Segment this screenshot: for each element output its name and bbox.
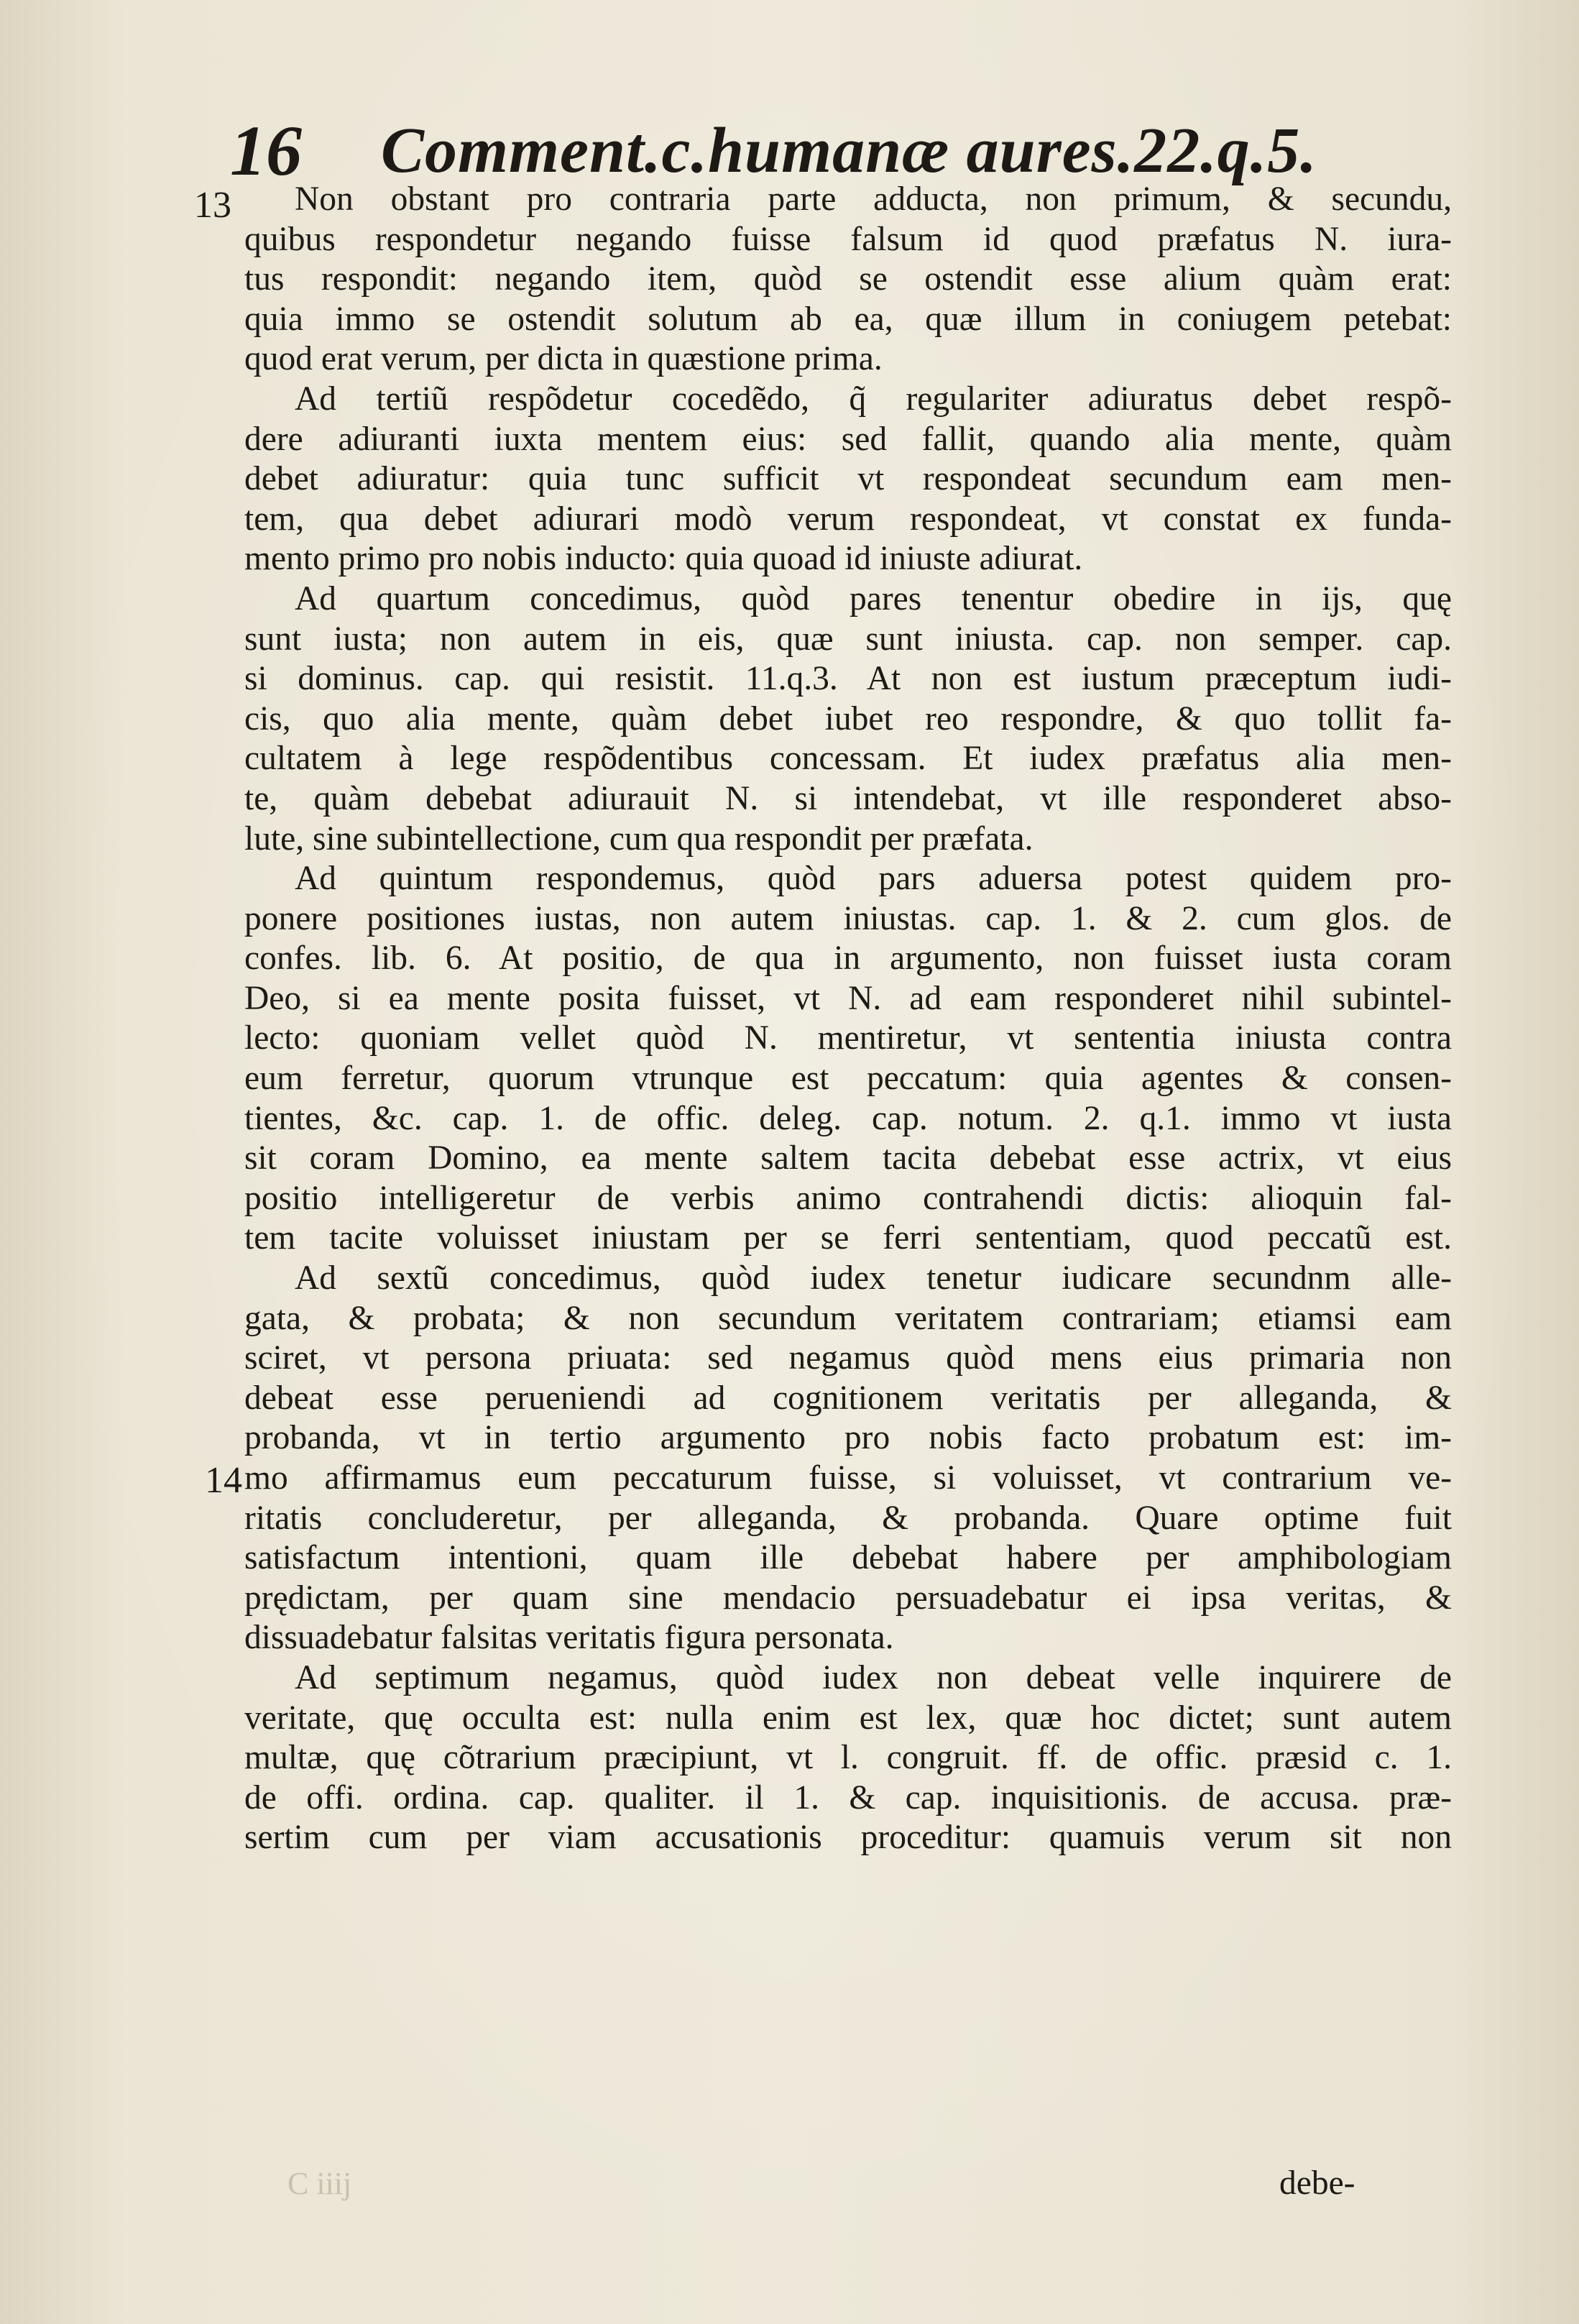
text-line: si dominus. cap. qui resistit. 11.q.3. At non est iustum præceptum iudi- <box>244 660 1452 698</box>
text-line: cultatem à lege respõdentibus concessam. Et iudex præfatus alia men- <box>244 740 1452 778</box>
text-line: sunt iusta; non autem in eis, quæ sunt iniusta. cap. non semper. cap. <box>244 620 1452 658</box>
text-line: cis, quo alia mente, quàm debet iubet reo respondre, & quo tollit fa- <box>244 699 1452 738</box>
section-number-13: 13 <box>194 185 231 226</box>
signature-mark: C iiij <box>287 2166 352 2201</box>
text-line: eum ferretur, quorum vtrunque est peccatum: quia agentes & consen- <box>244 1060 1452 1098</box>
text-line: dissuadebatur falsitas veritatis figura personata. <box>244 1619 894 1657</box>
text-line: ritatis concluderetur, per alleganda, & probanda. Quare optime fuit <box>244 1499 1452 1537</box>
text-line: Non obstant pro contraria parte adducta, non primum, & secundu, <box>295 180 1452 218</box>
text-line: Ad sextũ concedimus, quòd iudex tenetur iudicare secundnm alle- <box>295 1259 1452 1298</box>
text-line: quibus respondetur negando fuisse falsum id quod præfatus N. iura- <box>244 220 1452 258</box>
text-line: satisfactum intentioni, quam ille debebat habere per amphibologiam <box>244 1539 1452 1577</box>
text-line: debeat esse perueniendi ad cognitionem veritatis per alleganda, & <box>244 1379 1452 1417</box>
text-line: mento primo pro nobis inducto: quia quoad id iniuste adiurat. <box>244 540 1083 578</box>
text-line: Ad quintum respondemus, quòd pars aduersa potest quidem pro- <box>295 860 1452 898</box>
text-line: positio intelligeretur de verbis animo contrahendi dictis: alioquin fal- <box>244 1179 1452 1217</box>
text-line: tem, qua debet adiurari modò verum respondeat, vt constat ex funda- <box>244 500 1452 538</box>
text-line: debet adiuratur: quia tunc sufficit vt respondeat secundum eam men- <box>244 460 1452 498</box>
text-line: sertim cum per viam accusationis proceditur: quamuis verum sit non <box>244 1819 1452 1857</box>
text-line: veritate, quę occulta est: nulla enim est lex, quæ hoc dictet; sunt autem <box>244 1699 1452 1737</box>
text-line: mo affirmamus eum peccaturum fuisse, si voluisset, vt contrarium ve- <box>244 1459 1452 1497</box>
text-line: probanda, vt in tertio argumento pro nobis facto probatum est: im- <box>244 1419 1452 1457</box>
text-line: tientes, &c. cap. 1. de offic. deleg. cap. notum. 2. q.1. immo vt iusta <box>244 1099 1452 1137</box>
text-line: sciret, vt persona priuata: sed negamus quòd mens eius primaria non <box>244 1339 1452 1377</box>
section-number-14: 14 <box>205 1460 242 1501</box>
text-line: lute, sine subintellectione, cum qua respondit per præfata. <box>244 819 1034 858</box>
text-line: quod erat verum, per dicta in quæstione prima. <box>244 340 883 378</box>
catchword: debe- <box>1279 2164 1355 2202</box>
text-line: te, quàm debebat adiurauit N. si intendebat, vt ille responderet abso- <box>244 779 1452 817</box>
text-line: ponere positiones iustas, non autem iniustas. cap. 1. & 2. cum glos. de <box>244 899 1452 937</box>
text-line: confes. lib. 6. At positio, de qua in argumento, non fuisset iusta coram <box>244 940 1452 978</box>
text-line: Ad quartum concedimus, quòd pares tenentur obedire in ijs, quę <box>295 579 1452 617</box>
text-line: prędictam, per quam sine mendacio persuadebatur ei ipsa veritas, & <box>244 1579 1452 1617</box>
text-line: gata, & probata; & non secundum veritatem contrariam; etiamsi eam <box>244 1299 1452 1337</box>
body-text <box>244 180 1452 1858</box>
text-line: dere adiuranti iuxta mentem eius: sed fallit, quando alia mente, quàm <box>244 420 1452 458</box>
text-line: quia immo se ostendit solutum ab ea, quæ illum in coniugem petebat: <box>244 300 1452 338</box>
text-line: multæ, quę cõtrarium præcipiunt, vt l. congruit. ff. de offic. præsid c. 1. <box>244 1739 1452 1777</box>
text-line: de offi. ordina. cap. qualiter. il 1. & cap. inquisitionis. de accusa. præ- <box>244 1778 1452 1817</box>
folio-number: 16 <box>230 111 302 190</box>
text-line: lecto: quoniam vellet quòd N. mentiretur, vt sententia iniusta contra <box>244 1019 1452 1057</box>
text-line: Ad tertiũ respõdetur cocedẽdo, q̃ regulariter adiuratus debet respõ- <box>295 380 1452 418</box>
running-title: Comment.c.humanæ aures.22.q.5. <box>381 115 1317 186</box>
text-line: Ad septimum negamus, quòd iudex non debeat velle inquirere de <box>295 1658 1452 1696</box>
text-line: sit coram Domino, ea mente saltem tacita debebat esse actrix, vt eius <box>244 1139 1452 1177</box>
text-line: tem tacite voluisset iniustam per se ferri sententiam, quod peccatũ est. <box>244 1219 1452 1257</box>
text-line: Deo, si ea mente posita fuisset, vt N. ad eam responderet nihil subintel- <box>244 979 1452 1017</box>
text-line: tus respondit: negando item, quòd se ostendit esse alium quàm erat: <box>244 260 1452 298</box>
